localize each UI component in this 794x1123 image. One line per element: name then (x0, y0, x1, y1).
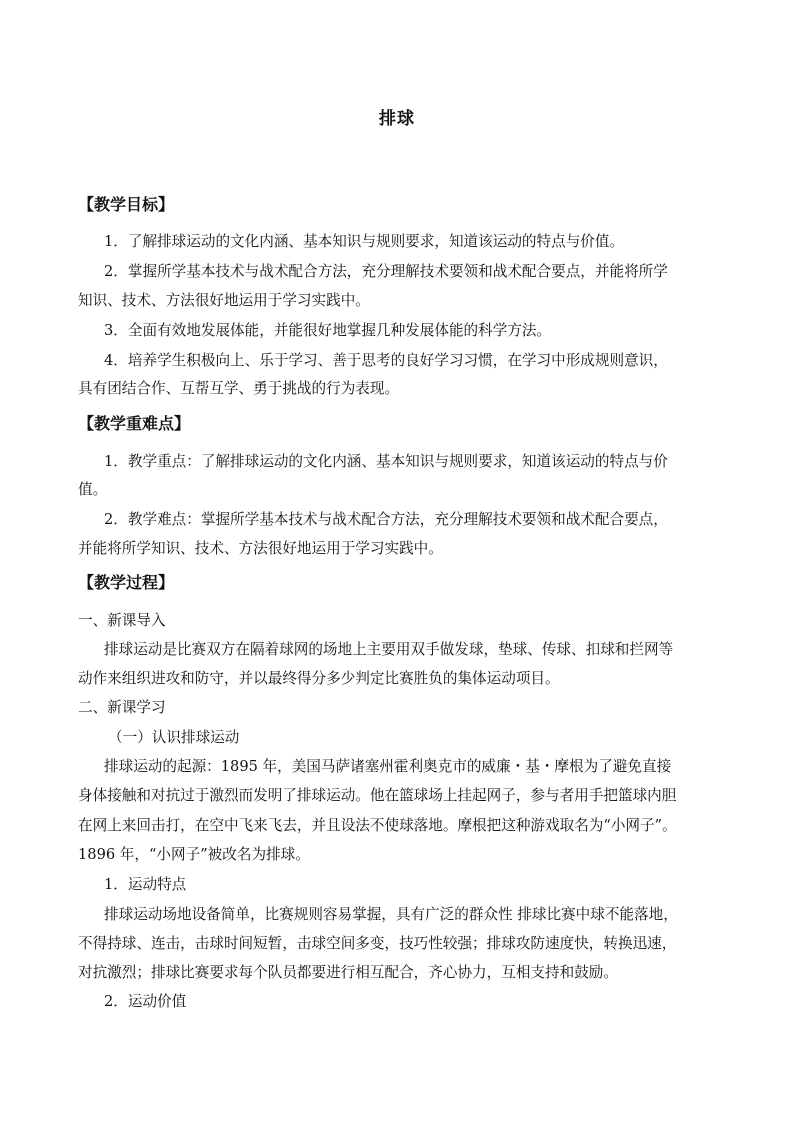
goal-line-6: 具有团结合作、互帮互学、勇于挑战的行为表现。 (78, 380, 400, 397)
process-line-12: 不得持球、连击，击球时间短暂，击球空间多变，技巧性较强；排球攻防速度快，转换迅速， (78, 935, 677, 952)
process-line-4: 二、新课学习 (78, 699, 166, 716)
document-title: 排球 (379, 109, 415, 129)
goals-heading: 【教学目标】 (78, 195, 175, 214)
process-line-13: 对抗激烈；排球比赛要求每个队员都要进行相互配合，齐心协力，互相支持和鼓励。 (78, 964, 618, 981)
process-line-3: 动作来组织进攻和防守，并以最终得分多少判定比赛胜负的集体运动项目。 (78, 670, 560, 687)
key-line-2: 值。 (78, 481, 108, 498)
process-line-1: 一、新课导入 (78, 612, 166, 629)
process-line-9: 1896 年，“小网子”被改名为排球。 (78, 846, 310, 863)
goal-line-5: 4．培养学生积极向上、乐于学习、善于思考的良好学习习惯，在学习中形成规则意识， (104, 352, 668, 369)
key-line-4: 并能将所学知识、技术、方法很好地运用于学习实践中。 (78, 540, 443, 557)
process-line-14: 2．运动价值 (104, 993, 187, 1010)
process-line-10: 1．运动特点 (104, 876, 187, 893)
key-line-3: 2．教学难点：掌握所学基本技术与战术配合方法，充分理解技术要领和战术配合要点， (104, 511, 668, 528)
key-heading: 【教学重难点】 (78, 414, 191, 433)
key-line-1: 1．教学重点：了解排球运动的文化内涵、基本知识与规则要求，知道该运动的特点与价 (104, 453, 668, 470)
process-line-11: 排球运动场地设备简单，比赛规则容易掌握，具有广泛的群众性 排球比赛中球不能落地， (104, 906, 678, 923)
goal-line-2: 2．掌握所学基本技术与战术配合方法，充分理解技术要领和战术配合要点，并能将所学 (104, 263, 668, 280)
process-line-7: 身体接触和对抗过于激烈而发明了排球运动。他在篮球场上挂起网子，参与者用手把篮球内胆 (78, 787, 677, 804)
process-line-2: 排球运动是比赛双方在隔着球网的场地上主要用双手做发球，垫球、传球、扣球和拦网等 (104, 641, 674, 658)
process-line-5: （一）认识排球运动 (108, 729, 240, 746)
goal-line-3: 知识、技术、方法很好地运用于学习实践中。 (78, 292, 370, 309)
goal-line-1: 1．了解排球运动的文化内涵、基本知识与规则要求，知道该运动的特点与价值。 (104, 233, 625, 250)
process-heading: 【教学过程】 (78, 573, 175, 592)
process-line-6: 排球运动的起源：1895 年，美国马萨诸塞州霍利奥克市的威廉・基・摩根为了避免直接 (104, 758, 672, 775)
process-line-8: 在网上来回击打，在空中飞来飞去，并且设法不使球落地。摩根把这种游戏取名为“小网子”。 (78, 817, 677, 834)
goal-line-4: 3．全面有效地发展体能，并能很好地掌握几种发展体能的科学方法。 (104, 322, 552, 339)
